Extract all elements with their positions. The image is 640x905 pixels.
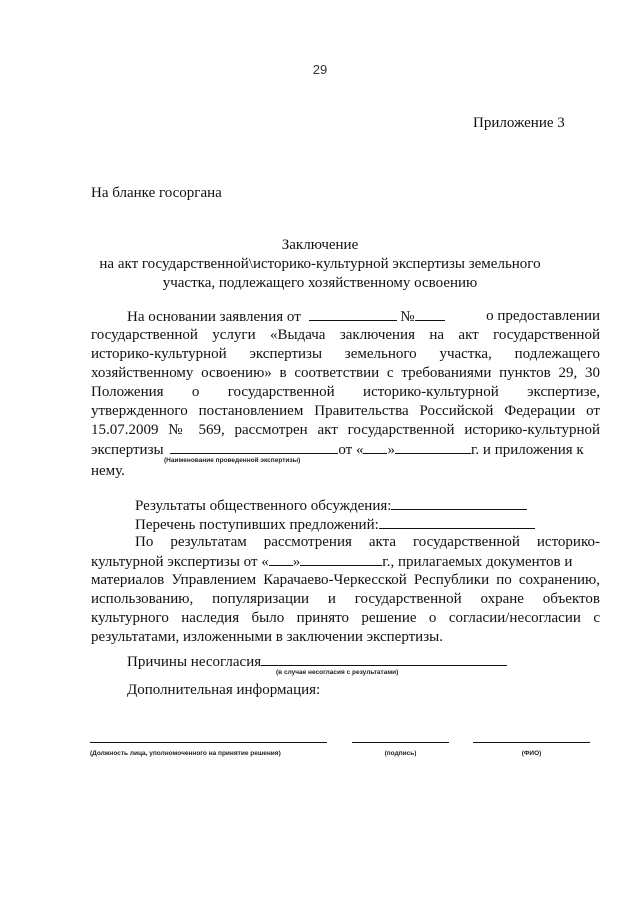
review-month-field[interactable] xyxy=(300,552,382,566)
body-text: № xyxy=(400,309,415,325)
disagreement-field[interactable] xyxy=(261,652,507,666)
body-text: экспертизы xyxy=(91,442,164,458)
expertise-name-hint: (Наименование проведенной экспертизы) xyxy=(164,457,301,464)
disagreement-hint: (в случае несогласия с результатами) xyxy=(276,669,399,676)
body-text: от « xyxy=(338,442,364,458)
application-date-field[interactable] xyxy=(309,307,397,321)
result-text: культурной экспертизы от « xyxy=(91,554,269,570)
body-line-9: нему. xyxy=(91,463,125,479)
additional-info-label: Дополнительная информация: xyxy=(127,682,321,698)
public-discussion-label: Результаты общественного обсуждения: xyxy=(135,498,392,514)
body-line-7: 15.07.2009 № 569, рассмотрен акт государственной историко-культурной xyxy=(91,422,600,438)
proposals-field[interactable] xyxy=(379,515,535,529)
result-line-1 xyxy=(135,533,600,552)
result-text: г., прилагаемых документов и xyxy=(382,554,573,570)
expertise-month-field[interactable] xyxy=(395,440,471,454)
body-line-5: Положения о государственной историко-культурной экспертизе, xyxy=(91,384,600,400)
body-text: » xyxy=(387,442,395,458)
result-text: » xyxy=(292,554,301,570)
proposals-row xyxy=(135,515,535,535)
review-day-field[interactable] xyxy=(269,552,293,566)
result-line-6: результатами, изложенными в заключении экспертизы. xyxy=(91,629,443,645)
body-line-3: историко-культурной экспертизы земельного участка, подлежащего xyxy=(91,346,600,362)
result-line-3: материалов Управлением Карачаево-Черкесской Республики по сохранению, xyxy=(91,572,600,588)
body-line-2: государственной услуги «Выдача заключения на акт государственной xyxy=(91,327,600,343)
application-number-field[interactable] xyxy=(415,307,445,321)
result-line-2 xyxy=(91,552,572,572)
result-text: По результатам рассмотрения акта государственной историко- xyxy=(135,534,600,550)
body-text: о предоставлении xyxy=(486,308,600,324)
name-caption: (ФИО) xyxy=(521,750,542,757)
position-caption: (Должность лица, уполномоченного на принятие решения) xyxy=(90,750,281,757)
proposals-label: Перечень поступивших предложений: xyxy=(135,517,379,533)
signature-line[interactable] xyxy=(352,742,449,743)
appendix-label: Приложение 3 xyxy=(473,115,565,131)
body-text: г. и приложения к xyxy=(470,442,584,458)
body-text: На основании заявления от xyxy=(127,309,301,325)
expertise-name-field[interactable] xyxy=(170,440,338,454)
result-line-5: культурного наследия было принято решение о согласии/несогласии с xyxy=(91,610,600,626)
letterhead-note: На бланке госоргана xyxy=(91,185,222,201)
body-line-1 xyxy=(127,307,600,327)
result-line-4: использованию, популяризации и государственной охране объектов xyxy=(91,591,600,607)
expertise-day-field[interactable] xyxy=(363,440,387,454)
disagreement-label: Причины несогласия xyxy=(127,654,262,670)
document-subtitle-line1: на акт государственной\историко-культурной экспертизы земельного xyxy=(99,256,541,272)
document-title: Заключение xyxy=(281,237,359,253)
document-subtitle-line2: участка, подлежащего хозяйственному освоению xyxy=(162,275,478,291)
public-discussion-field[interactable] xyxy=(391,496,527,510)
name-line[interactable] xyxy=(473,742,590,743)
signature-caption: (подпись) xyxy=(384,750,417,757)
body-line-4: хозяйственному освоению» в соответствии с требованиями пунктов 29, 30 xyxy=(91,365,600,381)
page-number: 29 xyxy=(312,62,328,77)
body-line-6: утвержденного постановлением Правительства Российской Федерации от xyxy=(91,403,600,419)
position-line[interactable] xyxy=(90,742,327,743)
public-discussion-row xyxy=(135,496,527,516)
